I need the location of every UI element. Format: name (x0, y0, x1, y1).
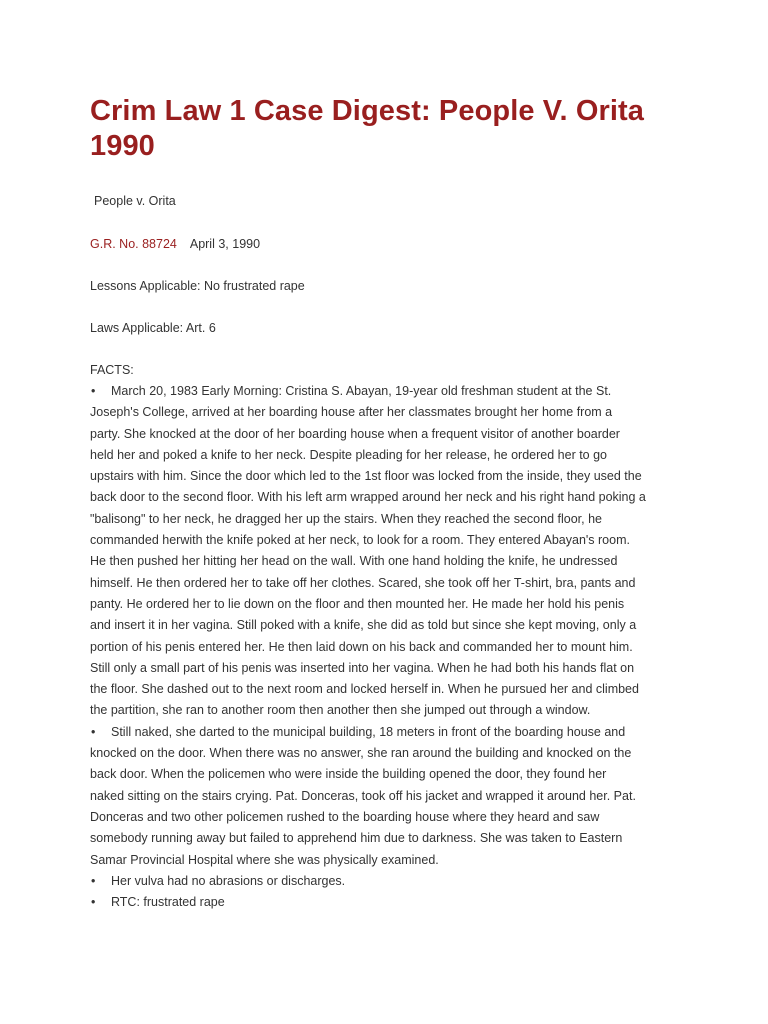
fact-item-line (90, 743, 690, 764)
fact-item-line (90, 658, 690, 679)
fact-text: back door to the second floor. With his left arm wrapped around her neck and his right hand poking a (90, 490, 646, 505)
fact-item-line (90, 530, 690, 551)
fact-text: Still only a small part of his penis was inserted into her vagina. When he had both his hands flat on (90, 660, 635, 675)
case-subtitle: People v. Orita (94, 194, 176, 208)
fact-text: "balisong" to her neck, he dragged her up the stairs. When they reached the second floor, he (90, 511, 602, 526)
fact-text: Donceras and two other policemen rushed to the boarding house where they heard and saw (90, 809, 600, 824)
fact-item-line (90, 786, 690, 807)
fact-item-line (90, 466, 690, 487)
fact-text: March 20, 1983 Early Morning: Cristina S. Abayan, 19-year old freshman student at the St. (111, 384, 612, 398)
bullet-marker: • (91, 384, 96, 398)
fact-text: the floor. She dashed out to the next room and locked herself in. When he pursued her and climbed (90, 682, 639, 697)
fact-item-line (90, 509, 690, 530)
fact-item-line (90, 573, 690, 594)
gr-number-link[interactable]: G.R. No. 88724 (90, 237, 177, 251)
fact-item (90, 871, 690, 892)
fact-text: He then pushed her hitting her head on the wall. With one hand holding the knife, he undressed (90, 554, 618, 569)
fact-item-line (90, 594, 690, 615)
facts-heading: FACTS: (90, 363, 134, 377)
fact-text: Samar Provincial Hospital where she was physically examined. (90, 852, 439, 867)
fact-item-line (90, 828, 690, 849)
fact-item (90, 722, 690, 743)
fact-item-line (90, 551, 690, 572)
fact-text: naked sitting on the stairs crying. Pat. Donceras, took off his jacket and wrapped it around her. Pat. (90, 788, 636, 803)
fact-item-line (90, 850, 690, 871)
fact-item-line (90, 402, 690, 423)
fact-item-line (90, 679, 690, 700)
lessons-applicable: Lessons Applicable: No frustrated rape (90, 279, 305, 293)
fact-item-line (90, 637, 690, 658)
bullet-marker: • (91, 724, 96, 739)
bullet-marker: • (91, 873, 96, 888)
fact-text: held her and poked a knife to her neck. Despite pleading for her release, he ordered her to go (90, 447, 608, 462)
fact-item-line (90, 807, 690, 828)
fact-item-line (90, 424, 690, 445)
fact-text: Joseph's College, arrived at her boarding house after her classmates brought her home from a (90, 405, 613, 420)
fact-text: RTC: frustrated rape (111, 895, 225, 910)
fact-text: upstairs with him. Since the door which led to the 1st floor was locked from the inside, they used the (90, 469, 642, 484)
fact-item (90, 892, 690, 913)
fact-item-line (90, 700, 690, 721)
document-page (90, 94, 690, 913)
fact-text: portion of his penis entered her. He then laid down on his back and commanded her to mount him. (90, 639, 633, 654)
fact-text: knocked on the door. When there was no answer, she ran around the building and knocked on the (90, 746, 632, 761)
facts-list (90, 381, 690, 913)
fact-item-line (90, 764, 690, 785)
fact-item-line (90, 615, 690, 636)
document-title: Crim Law 1 Case Digest: People V. Orita 1990 (90, 95, 645, 162)
fact-text: somebody running away but failed to apprehend him due to darkness. She was taken to Eastern (90, 831, 623, 846)
fact-item-line (90, 487, 690, 508)
case-reference (90, 234, 690, 255)
fact-text: Still naked, she darted to the municipal building, 18 meters in front of the boarding house and (111, 724, 626, 739)
laws-applicable: Laws Applicable: Art. 6 (90, 321, 216, 335)
fact-text: the partition, she ran to another room then another then she jumped out through a window. (90, 703, 591, 718)
fact-text: himself. He then ordered her to take off her clothes. Scared, she took off her T-shirt, bra, pants and (90, 575, 636, 590)
fact-text: panty. He ordered her to lie down on the floor and then mounted her. He made her hold his penis (90, 596, 625, 611)
fact-text: party. She knocked at the door of her boarding house when a frequent visitor of another boarder (90, 426, 620, 441)
decision-date: April 3, 1990 (189, 237, 261, 251)
fact-text: Her vulva had no abrasions or discharges. (111, 873, 346, 888)
bullet-marker: • (91, 895, 96, 910)
fact-text: and insert it in her vagina. Still poked with a knife, she did as told but since she kept moving, only a (90, 618, 637, 633)
fact-item-line (90, 445, 690, 466)
fact-item (90, 381, 690, 402)
fact-text: back door. When the policemen who were inside the building opened the door, they found her (90, 767, 607, 782)
fact-text: commanded herwith the knife poked at her neck, to look for a room. They entered Abayan's room. (90, 533, 630, 548)
